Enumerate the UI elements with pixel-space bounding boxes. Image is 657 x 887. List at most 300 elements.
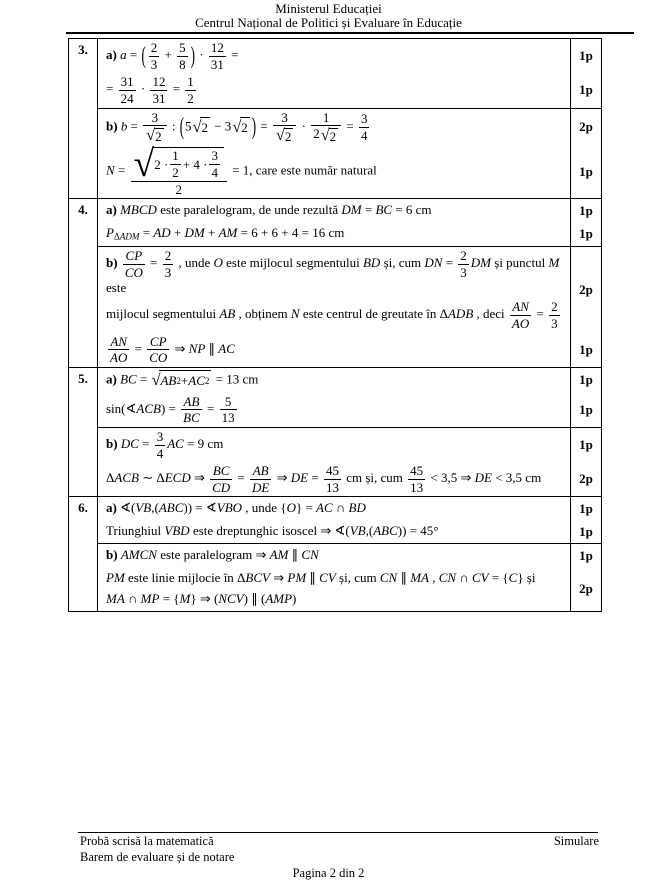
barem-table <box>68 38 602 612</box>
formula-line <box>106 569 566 588</box>
header-rule <box>66 32 634 34</box>
numerator <box>181 395 202 411</box>
math-text: 1 <box>322 109 330 125</box>
math-variable: AC <box>316 500 333 516</box>
numerator <box>177 41 188 57</box>
math-text: = <box>257 118 271 133</box>
math-text: = <box>138 436 153 452</box>
table-row <box>69 496 601 610</box>
fraction <box>185 75 196 105</box>
denominator <box>108 350 129 365</box>
radicand <box>200 117 210 138</box>
page-footer <box>0 832 657 880</box>
math-text: = 9 cm <box>183 436 224 452</box>
problem-part <box>98 39 601 108</box>
table-row <box>69 39 601 198</box>
math-text: 2 <box>187 90 194 106</box>
math-text: )) = 45° <box>397 523 439 539</box>
math-text: 1 <box>187 74 194 90</box>
math-text: ) = <box>160 400 180 416</box>
math-variable: CO <box>124 264 143 280</box>
numerator <box>209 41 226 57</box>
math-text: 2 <box>155 128 162 144</box>
formula-line <box>106 300 566 330</box>
math-variable: CO <box>149 350 168 366</box>
math-variable: ECD <box>164 470 191 486</box>
math-text: 45 <box>325 463 339 479</box>
fraction <box>324 464 341 494</box>
math-variable: CN <box>438 570 457 586</box>
points-cell <box>570 333 601 367</box>
math-text: − 3 <box>210 118 232 133</box>
math-text: = <box>106 81 117 97</box>
math-variable: P <box>106 225 114 241</box>
points-value: 1p <box>579 48 593 64</box>
math-text: = <box>131 340 146 356</box>
formula-line <box>106 546 566 565</box>
math-variable: MBCD <box>120 202 157 218</box>
math-variable: NP <box>188 340 206 356</box>
numerator <box>131 142 227 185</box>
math-text: 2 <box>172 165 179 181</box>
footer-document-title: Barem de evaluare și de notare <box>80 849 235 864</box>
scoring-unit <box>98 333 601 367</box>
math-variable: NCV <box>218 590 244 606</box>
fraction <box>210 464 232 494</box>
points-value: 1p <box>579 401 593 417</box>
fraction <box>150 75 167 105</box>
footer-rule <box>78 832 598 833</box>
sqrt <box>133 142 224 185</box>
math-variable: MA <box>106 590 125 606</box>
problem-parts <box>98 368 601 497</box>
math-text: 2 <box>313 126 320 142</box>
math-variable: N <box>290 306 300 322</box>
math-text: 45 <box>410 463 424 479</box>
fraction <box>220 395 237 425</box>
math-text: 4 <box>211 165 218 181</box>
math-variable: AB <box>252 463 269 479</box>
math-variable: AC <box>218 340 235 356</box>
sqrt <box>232 117 249 138</box>
points-value: 2p <box>579 119 593 134</box>
numerator <box>311 111 341 127</box>
math-variable: CP <box>149 333 167 349</box>
math-text: este <box>106 280 127 296</box>
numerator <box>210 464 232 480</box>
numerator <box>143 111 166 127</box>
math-text: ,( <box>151 500 159 516</box>
fraction <box>143 111 166 144</box>
math-text: 5 <box>179 40 186 55</box>
scoring-unit <box>98 567 601 611</box>
item-label: b) <box>106 436 121 452</box>
problem-number: 6. <box>69 497 98 610</box>
scoring-unit <box>98 39 601 73</box>
math-variable: DE <box>474 470 492 486</box>
points-value: 2p <box>579 281 593 297</box>
denominator <box>143 126 166 143</box>
denominator <box>147 350 169 365</box>
math-text: ∥ <box>306 570 320 586</box>
math-text: 2 <box>329 128 337 144</box>
math-text: 3 <box>460 264 467 280</box>
numerator <box>324 464 341 480</box>
math-variable: ACB <box>136 400 161 416</box>
subscript <box>114 232 140 242</box>
math-text: = <box>126 47 141 63</box>
math-variable: ACB <box>114 470 139 486</box>
problem-part <box>98 427 601 497</box>
denominator <box>119 91 136 106</box>
math-text: 2 <box>175 181 182 197</box>
math-variable: BCV <box>245 570 270 586</box>
math-variable: DM <box>470 255 492 271</box>
math-text: și, cum <box>335 570 380 586</box>
math-variable: AM <box>269 547 289 563</box>
math-text: = <box>146 255 161 271</box>
math-text: = <box>234 470 249 486</box>
math-text: , deci <box>473 306 508 322</box>
denominator <box>181 410 202 425</box>
formula-content <box>98 393 570 427</box>
math-text: = <box>139 225 154 241</box>
item-label: a) <box>106 47 121 63</box>
math-variable: ADM <box>119 231 140 242</box>
math-text: = <box>343 118 357 133</box>
formula-line <box>106 111 566 144</box>
math-variable: AN <box>110 333 127 349</box>
math-variable: a <box>120 47 127 63</box>
math-variable: DN <box>424 255 443 271</box>
radical-sign-icon: √ <box>151 371 161 390</box>
numerator <box>150 75 167 91</box>
denominator <box>210 480 232 495</box>
math-text: Δ <box>106 470 115 486</box>
math-text: = <box>361 202 376 218</box>
radical-sign-icon: √ <box>146 126 156 145</box>
math-variable: AD <box>153 225 171 241</box>
math-text: ∩ <box>124 590 141 606</box>
math-text: = <box>169 81 184 97</box>
points-value: 1p <box>579 202 593 218</box>
math-text: este mijlocul segmentului <box>222 255 363 271</box>
formula-content <box>98 73 570 107</box>
math-variable: AC <box>167 436 184 452</box>
math-text: Triunghiul <box>106 523 165 539</box>
math-text: 31 <box>120 74 134 90</box>
header-line2: Centrul Național de Politici și Evaluare în Educație <box>195 14 462 30</box>
fraction <box>359 112 370 142</box>
formula-content <box>98 142 570 198</box>
fraction <box>170 149 181 179</box>
denominator <box>408 480 425 495</box>
math-text: = <box>203 400 218 416</box>
math-text: , unde <box>175 255 214 271</box>
math-text: ⇒ <box>190 470 209 486</box>
table-row <box>69 367 601 497</box>
fraction <box>147 335 169 365</box>
math-text: , unde { <box>242 500 287 516</box>
math-text: = { <box>159 590 180 606</box>
math-text: 2 <box>201 119 208 135</box>
math-text: 2 <box>284 128 292 144</box>
numerator <box>209 149 220 165</box>
points-value: 1p <box>579 341 593 357</box>
math-text: = <box>136 371 151 387</box>
problem-number: 5. <box>69 368 98 497</box>
points-cell <box>570 520 601 543</box>
formula-line <box>106 499 566 518</box>
item-label: a) <box>106 371 121 387</box>
math-text: = <box>308 470 322 486</box>
math-text: } = <box>295 500 317 516</box>
math-text: ∼ Δ <box>138 470 165 486</box>
math-variable: C <box>508 570 518 586</box>
math-text: = 1, care este număr natural <box>228 162 377 178</box>
sqrt <box>321 127 338 143</box>
math-text: 3 <box>551 315 558 331</box>
points-value: 1p <box>579 500 593 516</box>
points-value: 1p <box>579 372 593 388</box>
formula-content <box>98 428 570 462</box>
points-cell <box>570 428 601 462</box>
scoring-unit <box>98 247 601 332</box>
math-text: = 6 + 6 + 4 = 16 cm <box>237 225 345 241</box>
math-text: 3 <box>156 428 164 444</box>
math-text: 13 <box>325 479 339 495</box>
scoring-unit <box>98 544 601 567</box>
math-variable: CP <box>125 248 143 264</box>
denominator <box>250 480 271 495</box>
problem-parts <box>98 39 601 198</box>
math-text: 3 <box>281 109 288 125</box>
formula-line <box>106 430 566 460</box>
formula-line <box>106 370 566 391</box>
math-text: sin(∢ <box>106 400 137 416</box>
problem-part <box>98 108 601 199</box>
formula-content <box>98 109 570 146</box>
math-variable: M <box>179 590 191 606</box>
math-text: 3 <box>150 56 158 72</box>
math-text: ⇒ <box>171 340 189 356</box>
numerator <box>408 464 425 480</box>
formula-content <box>98 520 570 543</box>
radical-sign-icon: √ <box>232 117 242 136</box>
fraction <box>549 300 560 330</box>
sqrt <box>146 127 163 143</box>
item-label: b) <box>106 118 121 133</box>
problem-part <box>98 246 601 367</box>
math-text: + <box>204 225 219 241</box>
points-cell <box>570 497 601 520</box>
math-text: = { <box>488 570 509 586</box>
math-text: Δ <box>113 231 120 242</box>
math-variable: VB <box>135 500 152 516</box>
formula-content <box>98 544 570 567</box>
math-text: 2 <box>176 375 181 386</box>
points-cell <box>570 247 601 332</box>
numerator <box>510 300 531 316</box>
math-variable: DE <box>290 470 309 486</box>
formula-line <box>106 522 566 541</box>
math-text: = <box>227 47 239 63</box>
math-text: 31 <box>152 90 166 106</box>
numerator <box>149 41 160 57</box>
fraction <box>273 111 296 144</box>
formula-line <box>106 395 566 425</box>
math-variable: AMCN <box>120 547 157 563</box>
math-variable: AO <box>110 350 128 366</box>
points-value: 2p <box>579 471 593 487</box>
math-text: ) ∥ ( <box>243 590 266 606</box>
points-cell <box>570 567 601 611</box>
denominator <box>123 265 145 280</box>
points-cell <box>570 544 601 567</box>
math-variable: BC <box>375 202 393 218</box>
denominator <box>311 126 341 143</box>
points-cell <box>570 368 601 393</box>
fraction <box>149 41 160 71</box>
math-variable: M <box>548 255 560 271</box>
formula-line <box>106 590 566 609</box>
math-variable: AB <box>160 372 177 388</box>
points-value: 1p <box>579 523 593 539</box>
math-text: 2 <box>164 248 172 264</box>
math-text: 2 <box>460 248 467 264</box>
math-variable: AC <box>188 372 205 388</box>
formula-content <box>98 333 570 367</box>
scoring-unit <box>98 73 601 107</box>
math-text: 2 <box>150 40 158 55</box>
math-text: 4 <box>156 445 164 461</box>
math-variable: AB <box>183 393 200 409</box>
denominator <box>163 265 174 280</box>
radicand <box>284 128 294 144</box>
math-text: 2 <box>241 119 248 135</box>
radicand <box>153 147 224 179</box>
math-variable: ADB <box>447 306 474 322</box>
math-text: 5 <box>224 393 232 409</box>
table-row <box>69 198 601 366</box>
formula-content <box>98 462 570 496</box>
math-text: 4 <box>360 127 368 143</box>
radical-sign-icon: √ <box>133 142 155 185</box>
header-line1: Ministerul Educației <box>275 1 382 16</box>
denominator <box>170 165 181 180</box>
radicand <box>329 128 339 144</box>
points-value: 1p <box>579 163 593 179</box>
math-variable: AMP <box>265 590 293 606</box>
points-value: 1p <box>579 547 593 563</box>
math-text: 12 <box>152 74 166 90</box>
math-text: < 3,5 cm <box>491 470 542 486</box>
math-text: și, cum <box>380 255 425 271</box>
math-text: 2 <box>204 375 210 386</box>
sqrt <box>152 370 212 391</box>
math-text: ∢( <box>120 500 136 516</box>
fraction <box>209 41 226 71</box>
math-text: 24 <box>120 90 134 106</box>
problem-part <box>98 497 601 543</box>
numerator <box>273 111 296 127</box>
formula-content <box>98 497 570 520</box>
radicand <box>159 370 211 391</box>
scoring-unit <box>98 497 601 520</box>
math-text: este dreptunghic isoscel ⇒ ∢( <box>189 523 350 539</box>
scoring-unit <box>98 428 601 462</box>
fraction <box>458 249 469 279</box>
math-variable: MP <box>140 590 160 606</box>
math-text: ⇒ <box>269 570 288 586</box>
denominator <box>549 316 560 331</box>
math-variable: CD <box>212 479 231 495</box>
math-text: 3 <box>164 264 172 280</box>
math-text: = 13 cm <box>212 371 259 387</box>
formula-line <box>106 142 566 197</box>
math-variable: O <box>213 255 223 271</box>
math-text: + 4 · <box>182 156 208 172</box>
problem-parts <box>98 497 601 610</box>
math-text: , obținem <box>235 306 291 322</box>
points-value: 2p <box>579 580 593 596</box>
formula-content <box>98 199 570 222</box>
numerator <box>185 75 196 91</box>
formula-line <box>106 224 566 244</box>
math-variable: BD <box>348 500 366 516</box>
formula-content <box>98 368 570 393</box>
numerator <box>163 249 174 265</box>
denominator <box>150 91 167 106</box>
fraction <box>181 395 202 425</box>
numerator <box>359 112 370 128</box>
math-variable: b <box>120 118 128 133</box>
math-text: cm și, cum <box>342 470 407 486</box>
math-text: ⇒ <box>273 470 291 486</box>
math-text: = <box>127 118 142 133</box>
math-text: 13 <box>221 410 235 426</box>
fraction <box>108 335 129 365</box>
math-text: < 3,5 ⇒ <box>427 470 475 486</box>
scoring-unit <box>98 368 601 393</box>
scoring-unit <box>98 222 601 246</box>
math-text: mijlocul segmentului <box>106 306 220 322</box>
footer-page-number: Pagina 2 din 2 <box>292 865 365 880</box>
item-label: b) <box>106 547 121 563</box>
numerator <box>220 395 237 411</box>
math-text: este linie mijlocie în Δ <box>124 570 246 586</box>
math-text: : <box>168 118 179 133</box>
numerator <box>147 335 169 351</box>
denominator <box>359 128 370 143</box>
math-text: · <box>298 118 310 133</box>
math-text: este paralelogram ⇒ <box>156 547 270 563</box>
radicand <box>154 128 164 144</box>
numerator <box>458 249 469 265</box>
math-text: } și <box>517 570 536 586</box>
fraction <box>209 149 220 179</box>
math-text: = <box>114 162 129 178</box>
item-label: b) <box>106 255 121 271</box>
denominator <box>155 446 166 461</box>
math-text: )) = ∢ <box>183 500 217 516</box>
points-cell <box>570 462 601 496</box>
math-text: 5 <box>185 118 192 133</box>
math-text: 3 <box>360 110 368 126</box>
numerator <box>250 464 271 480</box>
fraction <box>163 249 174 279</box>
math-text: 3 <box>211 148 218 164</box>
